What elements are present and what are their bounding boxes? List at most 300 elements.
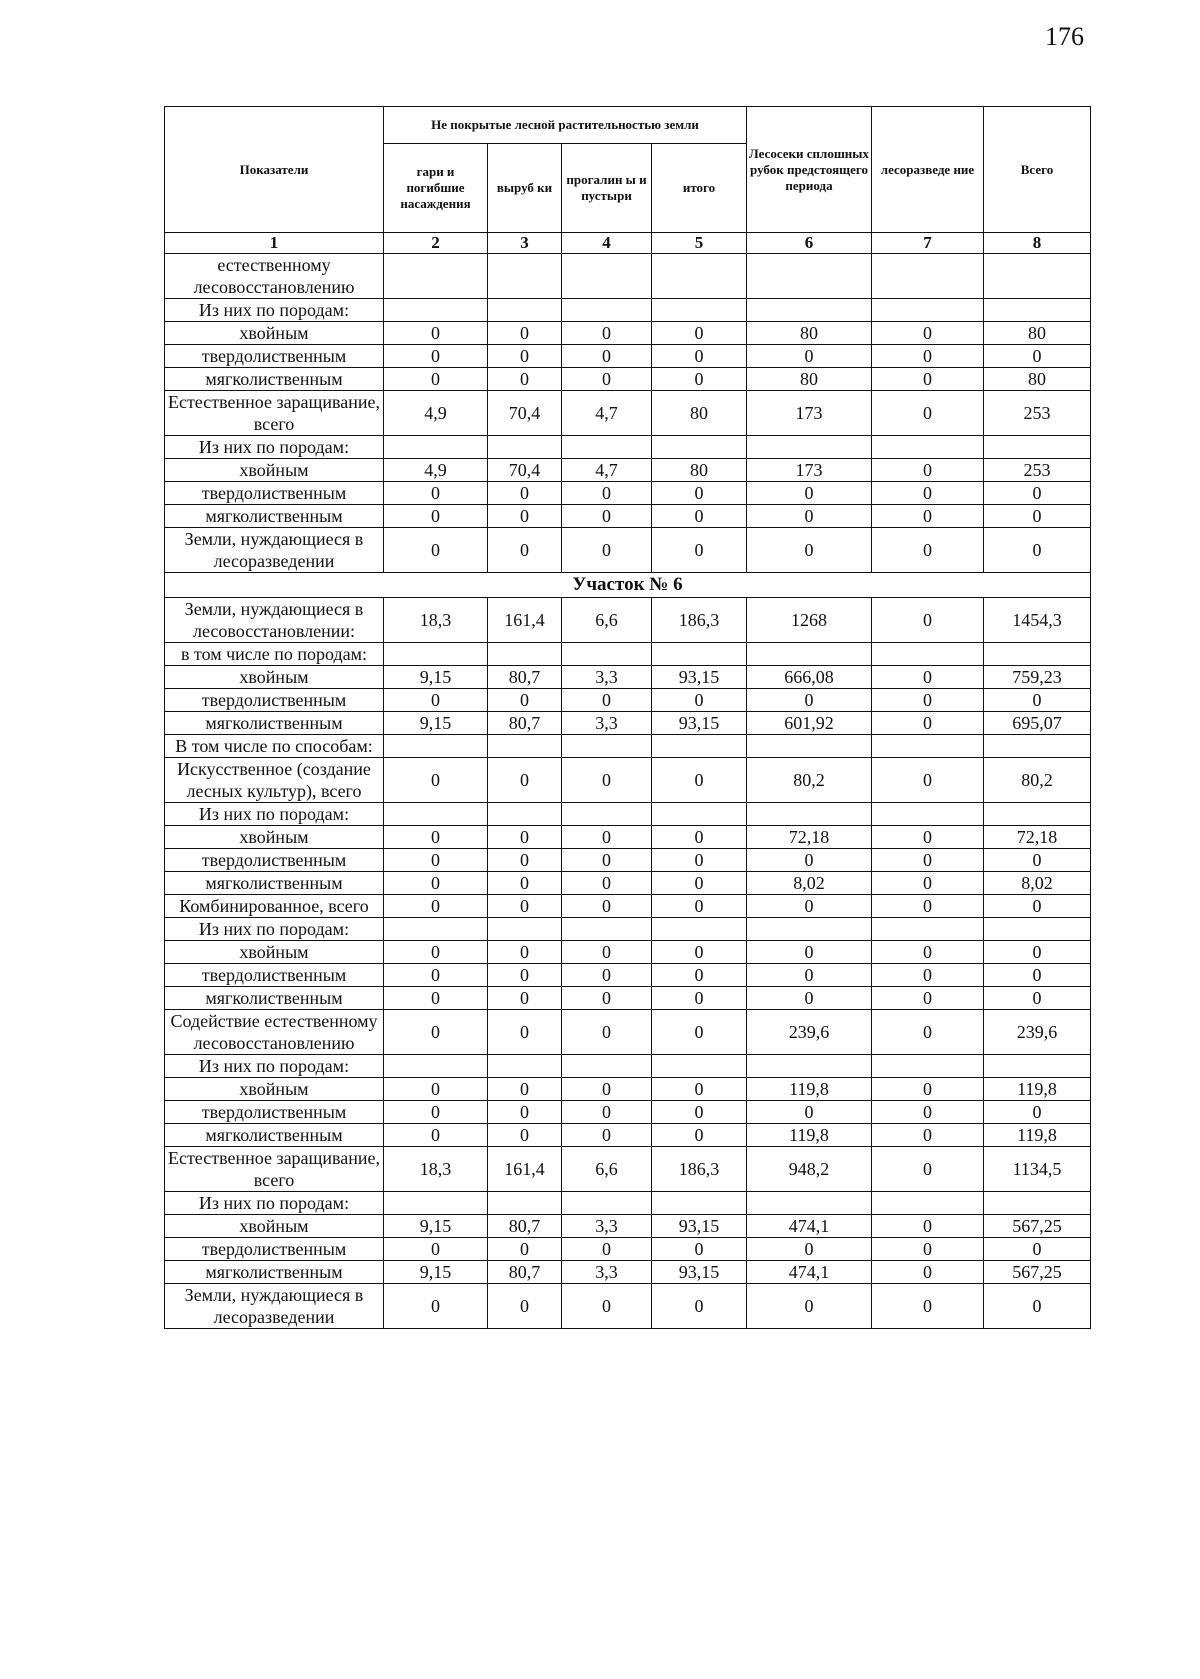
table-cell: 0 bbox=[488, 689, 562, 712]
table-cell: 0 bbox=[747, 849, 872, 872]
table-cell: 0 bbox=[872, 987, 984, 1010]
row-label: Из них по породам: bbox=[165, 1055, 384, 1078]
table-cell: 80 bbox=[747, 368, 872, 391]
column-number: 3 bbox=[488, 233, 562, 254]
table-cell: 0 bbox=[872, 1215, 984, 1238]
table-cell: 0 bbox=[747, 505, 872, 528]
row-label: хвойным bbox=[165, 826, 384, 849]
table-cell bbox=[652, 643, 747, 666]
table-cell: 161,4 bbox=[488, 1147, 562, 1192]
table-cell: 0 bbox=[872, 826, 984, 849]
row-label: Комбинированное, всего bbox=[165, 895, 384, 918]
table-cell: 0 bbox=[384, 872, 488, 895]
table-cell: 0 bbox=[652, 941, 747, 964]
table-cell: 0 bbox=[872, 689, 984, 712]
table-cell: 80 bbox=[652, 459, 747, 482]
row-label: твердолиственным bbox=[165, 1238, 384, 1261]
table-row bbox=[165, 758, 1091, 803]
table-cell: 567,25 bbox=[984, 1215, 1091, 1238]
table-cell: 0 bbox=[872, 849, 984, 872]
table-cell: 93,15 bbox=[652, 1261, 747, 1284]
table-row bbox=[165, 987, 1091, 1010]
table-cell bbox=[872, 918, 984, 941]
table-cell: 0 bbox=[562, 758, 652, 803]
table-row bbox=[165, 964, 1091, 987]
table-cell bbox=[384, 254, 488, 299]
forest-table bbox=[164, 106, 1091, 1329]
table-cell: 0 bbox=[872, 872, 984, 895]
table-cell bbox=[488, 918, 562, 941]
table-cell: 0 bbox=[488, 987, 562, 1010]
table-row bbox=[165, 598, 1091, 643]
table-cell: 173 bbox=[747, 391, 872, 436]
table-cell: 0 bbox=[384, 368, 488, 391]
table-cell bbox=[872, 436, 984, 459]
table-cell: 119,8 bbox=[984, 1124, 1091, 1147]
table-cell bbox=[984, 436, 1091, 459]
table-cell: 0 bbox=[872, 1261, 984, 1284]
table-cell: 70,4 bbox=[488, 459, 562, 482]
table-cell: 0 bbox=[488, 1124, 562, 1147]
table-cell: 93,15 bbox=[652, 712, 747, 735]
table-cell: 0 bbox=[747, 345, 872, 368]
table-row bbox=[165, 712, 1091, 735]
table-cell: 948,2 bbox=[747, 1147, 872, 1192]
table-row bbox=[165, 436, 1091, 459]
table-row bbox=[165, 254, 1091, 299]
table-cell: 0 bbox=[872, 964, 984, 987]
table-cell: 0 bbox=[872, 1101, 984, 1124]
table-cell: 0 bbox=[384, 1101, 488, 1124]
table-cell: 0 bbox=[562, 1078, 652, 1101]
table-row bbox=[165, 505, 1091, 528]
table-cell: 0 bbox=[984, 528, 1091, 573]
table-cell: 0 bbox=[652, 1078, 747, 1101]
table-cell: 0 bbox=[562, 895, 652, 918]
table-row bbox=[165, 918, 1091, 941]
row-label: Из них по породам: bbox=[165, 436, 384, 459]
table-row bbox=[165, 1124, 1091, 1147]
table-cell: 0 bbox=[652, 826, 747, 849]
column-number: 5 bbox=[652, 233, 747, 254]
table-cell bbox=[488, 1055, 562, 1078]
table-cell: 0 bbox=[652, 689, 747, 712]
table-cell: 0 bbox=[984, 1284, 1091, 1329]
table-cell bbox=[747, 1055, 872, 1078]
table-cell: 0 bbox=[652, 758, 747, 803]
table-cell: 0 bbox=[384, 1124, 488, 1147]
table-cell: 0 bbox=[872, 1010, 984, 1055]
table-row bbox=[165, 643, 1091, 666]
table-cell: 0 bbox=[384, 987, 488, 1010]
table-cell: 80 bbox=[652, 391, 747, 436]
table-cell: 0 bbox=[984, 1238, 1091, 1261]
column-number: 7 bbox=[872, 233, 984, 254]
table-cell: 0 bbox=[747, 689, 872, 712]
table-cell bbox=[652, 918, 747, 941]
table-cell: 0 bbox=[984, 1101, 1091, 1124]
table-row bbox=[165, 1192, 1091, 1215]
row-label: хвойным bbox=[165, 941, 384, 964]
row-label: мягколиственным bbox=[165, 1261, 384, 1284]
table-cell bbox=[984, 803, 1091, 826]
table-cell bbox=[984, 1055, 1091, 1078]
row-label: мягколиственным bbox=[165, 712, 384, 735]
table-cell: 0 bbox=[488, 941, 562, 964]
table-cell: 0 bbox=[488, 1101, 562, 1124]
table-cell bbox=[488, 643, 562, 666]
row-label: мягколиственным bbox=[165, 987, 384, 1010]
table-cell: 0 bbox=[488, 872, 562, 895]
table-cell: 239,6 bbox=[747, 1010, 872, 1055]
table-cell bbox=[562, 803, 652, 826]
table-cell: 4,7 bbox=[562, 459, 652, 482]
table-cell: 253 bbox=[984, 391, 1091, 436]
table-cell bbox=[488, 803, 562, 826]
table-cell: 0 bbox=[984, 849, 1091, 872]
table-cell bbox=[384, 436, 488, 459]
table-cell bbox=[747, 436, 872, 459]
row-label: мягколиственным bbox=[165, 505, 384, 528]
table-cell bbox=[488, 299, 562, 322]
table-row bbox=[165, 826, 1091, 849]
table-cell bbox=[488, 436, 562, 459]
table-row bbox=[165, 735, 1091, 758]
table-cell bbox=[984, 299, 1091, 322]
row-label: Естественное заращивание, всего bbox=[165, 1147, 384, 1192]
header-indicators: Показатели bbox=[165, 107, 384, 233]
table-cell: 0 bbox=[872, 528, 984, 573]
table-cell: 1454,3 bbox=[984, 598, 1091, 643]
table-row bbox=[165, 459, 1091, 482]
table-cell: 0 bbox=[562, 1284, 652, 1329]
table-cell bbox=[984, 735, 1091, 758]
table-cell: 1134,5 bbox=[984, 1147, 1091, 1192]
table-cell: 80,2 bbox=[747, 758, 872, 803]
table-cell bbox=[384, 299, 488, 322]
table-cell: 0 bbox=[652, 987, 747, 1010]
table-cell: 80 bbox=[984, 322, 1091, 345]
row-label: Естественное заращивание, всего bbox=[165, 391, 384, 436]
table-cell: 0 bbox=[652, 895, 747, 918]
table-cell: 474,1 bbox=[747, 1261, 872, 1284]
table-cell: 0 bbox=[384, 895, 488, 918]
column-number: 6 bbox=[747, 233, 872, 254]
table-row bbox=[165, 299, 1091, 322]
table-cell: 601,92 bbox=[747, 712, 872, 735]
table-row bbox=[165, 345, 1091, 368]
table-cell bbox=[562, 735, 652, 758]
table-cell: 4,9 bbox=[384, 459, 488, 482]
table-row bbox=[165, 1284, 1091, 1329]
row-label: Из них по породам: bbox=[165, 1192, 384, 1215]
row-label: мягколиственным bbox=[165, 368, 384, 391]
table-cell: 0 bbox=[872, 391, 984, 436]
table-cell: 0 bbox=[488, 1284, 562, 1329]
table-cell: 666,08 bbox=[747, 666, 872, 689]
table-cell bbox=[872, 643, 984, 666]
table-cell: 4,7 bbox=[562, 391, 652, 436]
table-cell: 0 bbox=[562, 941, 652, 964]
row-label: В том числе по способам: bbox=[165, 735, 384, 758]
table-cell: 0 bbox=[488, 758, 562, 803]
row-label: хвойным bbox=[165, 322, 384, 345]
table-cell bbox=[747, 643, 872, 666]
table-cell: 0 bbox=[872, 1284, 984, 1329]
table-cell: 0 bbox=[488, 895, 562, 918]
table-cell: 70,4 bbox=[488, 391, 562, 436]
table-cell: 0 bbox=[562, 1238, 652, 1261]
table-cell: 0 bbox=[384, 758, 488, 803]
table-cell: 80 bbox=[747, 322, 872, 345]
table-cell: 0 bbox=[872, 345, 984, 368]
table-cell: 0 bbox=[872, 1124, 984, 1147]
table-cell: 0 bbox=[652, 1124, 747, 1147]
table-row bbox=[165, 941, 1091, 964]
table-cell: 0 bbox=[984, 482, 1091, 505]
table-cell bbox=[562, 1055, 652, 1078]
row-label: хвойным bbox=[165, 459, 384, 482]
table-cell: 6,6 bbox=[562, 1147, 652, 1192]
table-row bbox=[165, 322, 1091, 345]
row-label: твердолиственным bbox=[165, 482, 384, 505]
table-cell: 3,3 bbox=[562, 666, 652, 689]
table-cell: 0 bbox=[747, 528, 872, 573]
table-cell: 0 bbox=[652, 368, 747, 391]
table-cell bbox=[747, 1192, 872, 1215]
table-cell: 0 bbox=[872, 1078, 984, 1101]
row-label: хвойным bbox=[165, 1078, 384, 1101]
table-cell: 0 bbox=[384, 849, 488, 872]
table-cell: 3,3 bbox=[562, 1215, 652, 1238]
table-cell: 0 bbox=[652, 528, 747, 573]
table-cell: 0 bbox=[984, 964, 1091, 987]
table-cell: 0 bbox=[488, 826, 562, 849]
table-cell: 0 bbox=[872, 1238, 984, 1261]
table-cell: 4,9 bbox=[384, 391, 488, 436]
table-cell: 186,3 bbox=[652, 598, 747, 643]
table-cell: 0 bbox=[652, 849, 747, 872]
table-cell: 0 bbox=[984, 505, 1091, 528]
table-cell: 0 bbox=[488, 482, 562, 505]
table-cell: 0 bbox=[384, 1010, 488, 1055]
table-cell: 0 bbox=[872, 368, 984, 391]
table-cell: 3,3 bbox=[562, 712, 652, 735]
table-cell bbox=[747, 299, 872, 322]
row-label: хвойным bbox=[165, 1215, 384, 1238]
table-row bbox=[165, 1078, 1091, 1101]
table-cell: 0 bbox=[872, 666, 984, 689]
table-cell: 0 bbox=[984, 689, 1091, 712]
table-cell bbox=[652, 735, 747, 758]
table-cell: 0 bbox=[562, 689, 652, 712]
table-cell bbox=[652, 254, 747, 299]
table-row bbox=[165, 1101, 1091, 1124]
table-cell: 0 bbox=[747, 1284, 872, 1329]
table-cell bbox=[984, 918, 1091, 941]
table-cell bbox=[488, 254, 562, 299]
table-cell: 0 bbox=[488, 1238, 562, 1261]
table-cell: 0 bbox=[872, 712, 984, 735]
table-cell bbox=[747, 254, 872, 299]
table-cell bbox=[562, 299, 652, 322]
table-cell: 119,8 bbox=[984, 1078, 1091, 1101]
table-cell: 0 bbox=[747, 1238, 872, 1261]
table-cell: 9,15 bbox=[384, 1261, 488, 1284]
table-cell: 0 bbox=[872, 505, 984, 528]
table-cell: 3,3 bbox=[562, 1261, 652, 1284]
table-row bbox=[165, 666, 1091, 689]
table-cell: 0 bbox=[384, 322, 488, 345]
row-label: твердолиственным bbox=[165, 689, 384, 712]
table-cell: 0 bbox=[562, 505, 652, 528]
table-cell: 0 bbox=[747, 1101, 872, 1124]
table-cell: 72,18 bbox=[747, 826, 872, 849]
table-cell: 567,25 bbox=[984, 1261, 1091, 1284]
table-cell bbox=[384, 1192, 488, 1215]
header-group-title: Не покрытые лесной растительностью земли bbox=[384, 107, 747, 144]
table-cell: 0 bbox=[872, 482, 984, 505]
table-cell bbox=[562, 643, 652, 666]
row-label: твердолиственным bbox=[165, 345, 384, 368]
table-cell bbox=[984, 254, 1091, 299]
table-cell bbox=[384, 643, 488, 666]
table-cell: 9,15 bbox=[384, 666, 488, 689]
table-cell: 6,6 bbox=[562, 598, 652, 643]
table-cell bbox=[872, 735, 984, 758]
table-row bbox=[165, 1261, 1091, 1284]
table-cell: 0 bbox=[384, 482, 488, 505]
table-row bbox=[165, 368, 1091, 391]
table-cell: 18,3 bbox=[384, 598, 488, 643]
table-cell: 0 bbox=[562, 482, 652, 505]
table-cell: 0 bbox=[747, 895, 872, 918]
column-number: 1 bbox=[165, 233, 384, 254]
table-cell: 0 bbox=[562, 1101, 652, 1124]
row-label: в том числе по породам: bbox=[165, 643, 384, 666]
table-cell: 0 bbox=[562, 368, 652, 391]
table-cell bbox=[562, 254, 652, 299]
table-cell: 0 bbox=[562, 345, 652, 368]
table-cell: 0 bbox=[562, 322, 652, 345]
table-cell: 0 bbox=[488, 505, 562, 528]
table-cell: 0 bbox=[872, 598, 984, 643]
header-total-sub: итого bbox=[652, 144, 747, 233]
table-cell: 0 bbox=[488, 322, 562, 345]
section-title: Участок № 6 bbox=[165, 573, 1091, 598]
table-cell: 695,07 bbox=[984, 712, 1091, 735]
table-cell bbox=[488, 735, 562, 758]
table-cell: 173 bbox=[747, 459, 872, 482]
table-cell: 0 bbox=[872, 895, 984, 918]
row-label: естественному лесовосстановлению bbox=[165, 254, 384, 299]
table-cell: 474,1 bbox=[747, 1215, 872, 1238]
table-cell bbox=[652, 803, 747, 826]
table-row bbox=[165, 1147, 1091, 1192]
table-cell: 18,3 bbox=[384, 1147, 488, 1192]
table-cell bbox=[384, 803, 488, 826]
table-cell: 0 bbox=[872, 459, 984, 482]
row-label: Из них по породам: bbox=[165, 299, 384, 322]
table-row bbox=[165, 391, 1091, 436]
table-cell: 0 bbox=[872, 322, 984, 345]
table-cell: 0 bbox=[562, 826, 652, 849]
row-label: мягколиственным bbox=[165, 1124, 384, 1147]
table-cell: 93,15 bbox=[652, 666, 747, 689]
table-cell bbox=[984, 643, 1091, 666]
table-cell: 0 bbox=[384, 941, 488, 964]
table-cell: 80,7 bbox=[488, 1215, 562, 1238]
table-cell: 0 bbox=[562, 964, 652, 987]
row-label: твердолиственным bbox=[165, 849, 384, 872]
column-number-row bbox=[165, 233, 1091, 254]
table-cell: 80 bbox=[984, 368, 1091, 391]
table-cell: 0 bbox=[562, 1010, 652, 1055]
table-cell bbox=[747, 803, 872, 826]
table-row bbox=[165, 1238, 1091, 1261]
row-label: твердолиственным bbox=[165, 964, 384, 987]
table-cell: 0 bbox=[488, 528, 562, 573]
column-number: 8 bbox=[984, 233, 1091, 254]
table-row bbox=[165, 872, 1091, 895]
row-label: мягколиственным bbox=[165, 872, 384, 895]
table-cell bbox=[652, 1055, 747, 1078]
table-cell: 0 bbox=[384, 1238, 488, 1261]
table-cell: 1268 bbox=[747, 598, 872, 643]
table-cell: 0 bbox=[562, 528, 652, 573]
table-cell: 0 bbox=[872, 1147, 984, 1192]
table-cell: 0 bbox=[872, 941, 984, 964]
table-cell: 253 bbox=[984, 459, 1091, 482]
table-cell: 0 bbox=[652, 345, 747, 368]
table-cell: 0 bbox=[384, 345, 488, 368]
table-cell: 119,8 bbox=[747, 1078, 872, 1101]
table-row bbox=[165, 1010, 1091, 1055]
table-cell bbox=[562, 918, 652, 941]
table-cell: 80,2 bbox=[984, 758, 1091, 803]
header-clearings: выруб ки bbox=[488, 144, 562, 233]
table-cell: 80,7 bbox=[488, 666, 562, 689]
header-glades: прогалин ы и пустыри bbox=[562, 144, 652, 233]
table-cell: 0 bbox=[488, 368, 562, 391]
table-cell bbox=[488, 1192, 562, 1215]
table-cell: 0 bbox=[984, 941, 1091, 964]
table-cell: 0 bbox=[488, 1078, 562, 1101]
table-cell: 0 bbox=[384, 964, 488, 987]
table-cell: 80,7 bbox=[488, 1261, 562, 1284]
table-cell: 0 bbox=[652, 482, 747, 505]
table-cell bbox=[872, 299, 984, 322]
table-row bbox=[165, 849, 1091, 872]
table-cell: 0 bbox=[562, 849, 652, 872]
table-row bbox=[165, 528, 1091, 573]
table-cell: 0 bbox=[652, 1010, 747, 1055]
table-cell: 0 bbox=[652, 1238, 747, 1261]
table-cell bbox=[872, 803, 984, 826]
header-afforestation: лесоразведе ние bbox=[872, 107, 984, 233]
table-cell: 0 bbox=[747, 941, 872, 964]
table-row bbox=[165, 1055, 1091, 1078]
row-label: Земли, нуждающиеся в лесовосстановлении: bbox=[165, 598, 384, 643]
table-cell: 0 bbox=[488, 345, 562, 368]
table-cell: 0 bbox=[384, 1078, 488, 1101]
table-cell bbox=[562, 436, 652, 459]
table-cell: 8,02 bbox=[747, 872, 872, 895]
table-cell bbox=[384, 1055, 488, 1078]
table-cell bbox=[384, 735, 488, 758]
table-cell: 0 bbox=[652, 964, 747, 987]
table-cell: 0 bbox=[984, 345, 1091, 368]
